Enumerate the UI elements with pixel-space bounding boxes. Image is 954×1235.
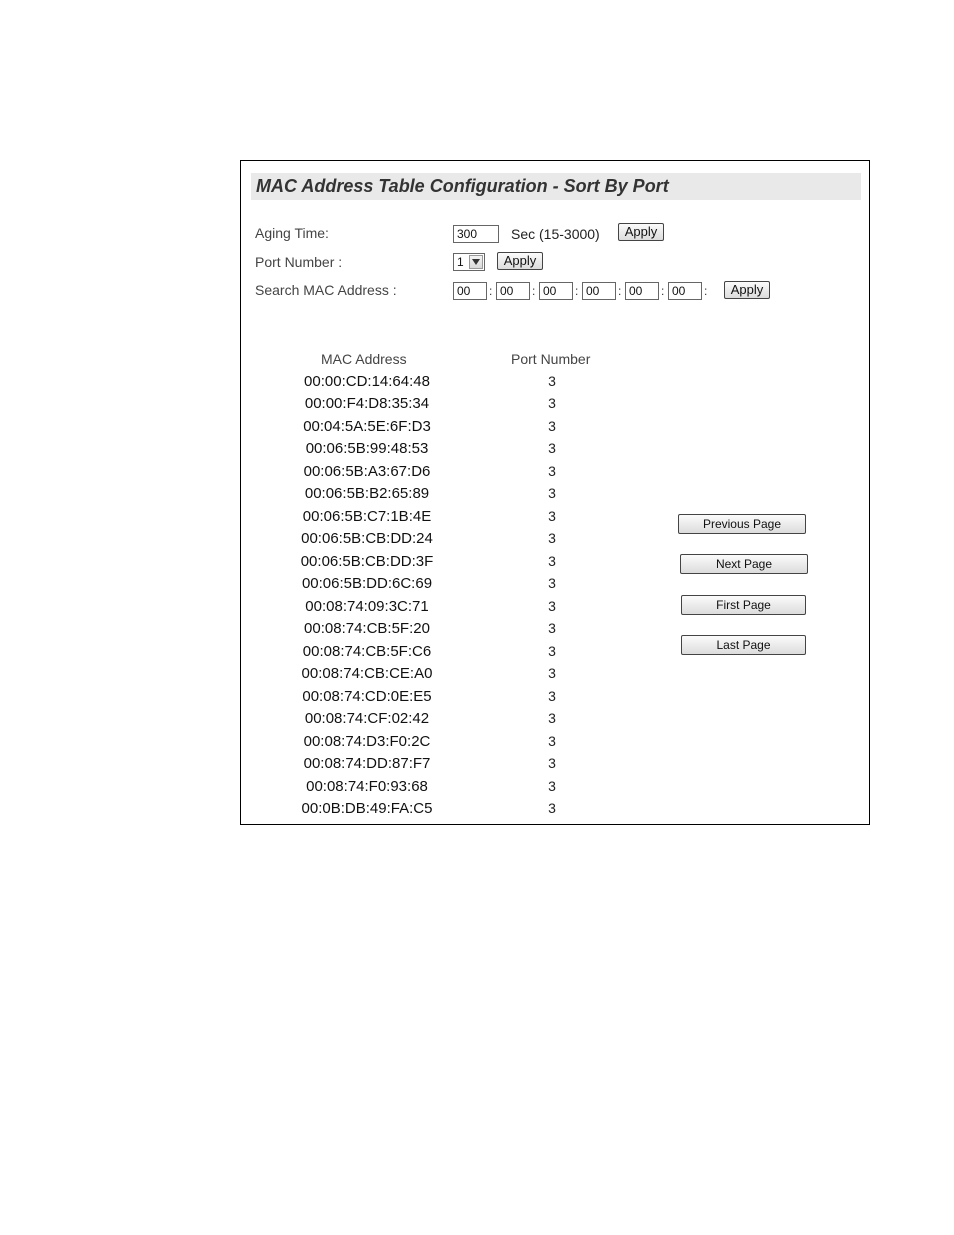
table-row-port: 3 <box>548 553 556 569</box>
table-row-port: 3 <box>548 463 556 479</box>
aging-apply-button[interactable]: Apply <box>618 223 664 241</box>
search-apply-button[interactable]: Apply <box>724 281 770 299</box>
table-row-port: 3 <box>548 575 556 591</box>
table-row-port: 3 <box>548 778 556 794</box>
table-row-mac: 00:08:74:CB:5F:20 <box>304 620 430 637</box>
mac-octet-1-input[interactable] <box>453 282 487 300</box>
search-mac-label: Search MAC Address : <box>255 282 397 298</box>
config-panel <box>240 160 870 825</box>
table-row-port: 3 <box>548 440 556 456</box>
previous-page-button[interactable]: Previous Page <box>678 514 806 534</box>
table-row-port: 3 <box>548 710 556 726</box>
mac-octet-5-input[interactable] <box>625 282 659 300</box>
table-row-port: 3 <box>548 755 556 771</box>
table-row-mac: 00:08:74:CD:0E:E5 <box>302 688 432 705</box>
mac-separator: : <box>489 284 493 298</box>
table-row-port: 3 <box>548 508 556 524</box>
table-row-port: 3 <box>548 485 556 501</box>
table-row-mac: 00:0B:DB:49:FA:C5 <box>301 800 433 817</box>
table-row-port: 3 <box>548 530 556 546</box>
table-row-port: 3 <box>548 688 556 704</box>
table-row-mac: 00:06:5B:C7:1B:4E <box>302 508 432 525</box>
last-page-button[interactable]: Last Page <box>681 635 806 655</box>
table-row-mac: 00:08:74:DD:87:F7 <box>303 755 431 772</box>
table-row-mac: 00:06:5B:B2:65:89 <box>304 485 430 502</box>
mac-octet-4-input[interactable] <box>582 282 616 300</box>
port-number-select[interactable] <box>453 253 485 271</box>
mac-separator: : <box>661 284 665 298</box>
mac-separator: : <box>618 284 622 298</box>
table-row-mac: 00:06:5B:CB:DD:24 <box>301 530 433 547</box>
table-row-port: 3 <box>548 733 556 749</box>
table-row-mac: 00:00:F4:D8:35:34 <box>304 395 430 412</box>
next-page-button[interactable]: Next Page <box>680 554 808 574</box>
mac-octet-3-input[interactable] <box>539 282 573 300</box>
table-row-mac: 00:08:74:CF:02:42 <box>304 710 430 727</box>
column-header-mac: MAC Address <box>321 351 407 367</box>
table-row-mac: 00:08:74:D3:F0:2C <box>303 733 431 750</box>
aging-time-unit: Sec (15-3000) <box>511 226 600 242</box>
table-row-port: 3 <box>548 643 556 659</box>
chevron-down-icon <box>469 255 483 269</box>
port-apply-button[interactable]: Apply <box>497 252 543 270</box>
mac-octet-2-input[interactable] <box>496 282 530 300</box>
table-row-port: 3 <box>548 373 556 389</box>
port-number-selected: 1 <box>457 255 464 269</box>
table-row-port: 3 <box>548 665 556 681</box>
first-page-button[interactable]: First Page <box>681 595 806 615</box>
table-row-mac: 00:08:74:CB:5F:C6 <box>302 643 432 660</box>
table-row-port: 3 <box>548 620 556 636</box>
aging-time-label: Aging Time: <box>255 225 329 241</box>
table-row-mac: 00:06:5B:CB:DD:3F <box>300 553 434 570</box>
mac-separator: : <box>704 284 708 298</box>
table-row-port: 3 <box>548 800 556 816</box>
mac-separator: : <box>532 284 536 298</box>
table-row-port: 3 <box>548 418 556 434</box>
table-row-mac: 00:04:5A:5E:6F:D3 <box>303 418 431 435</box>
table-row-port: 3 <box>548 598 556 614</box>
table-row-mac: 00:08:74:F0:93:68 <box>306 778 428 795</box>
table-row-mac: 00:06:5B:DD:6C:69 <box>301 575 433 592</box>
table-row-mac: 00:00:CD:14:64:48 <box>304 373 430 390</box>
port-number-label: Port Number : <box>255 254 343 270</box>
table-row-mac: 00:08:74:09:3C:71 <box>305 598 429 615</box>
page-title: MAC Address Table Configuration - Sort By Port <box>256 176 669 196</box>
table-row-port: 3 <box>548 395 556 411</box>
title-bar <box>251 173 861 200</box>
table-row-mac: 00:08:74:CB:CE:A0 <box>301 665 433 682</box>
table-row-mac: 00:06:5B:99:48:53 <box>305 440 429 457</box>
mac-separator: : <box>575 284 579 298</box>
table-row-mac: 00:06:5B:A3:67:D6 <box>303 463 431 480</box>
aging-time-input[interactable] <box>453 225 499 243</box>
column-header-port: Port Number <box>511 351 591 367</box>
mac-octet-6-input[interactable] <box>668 282 702 300</box>
